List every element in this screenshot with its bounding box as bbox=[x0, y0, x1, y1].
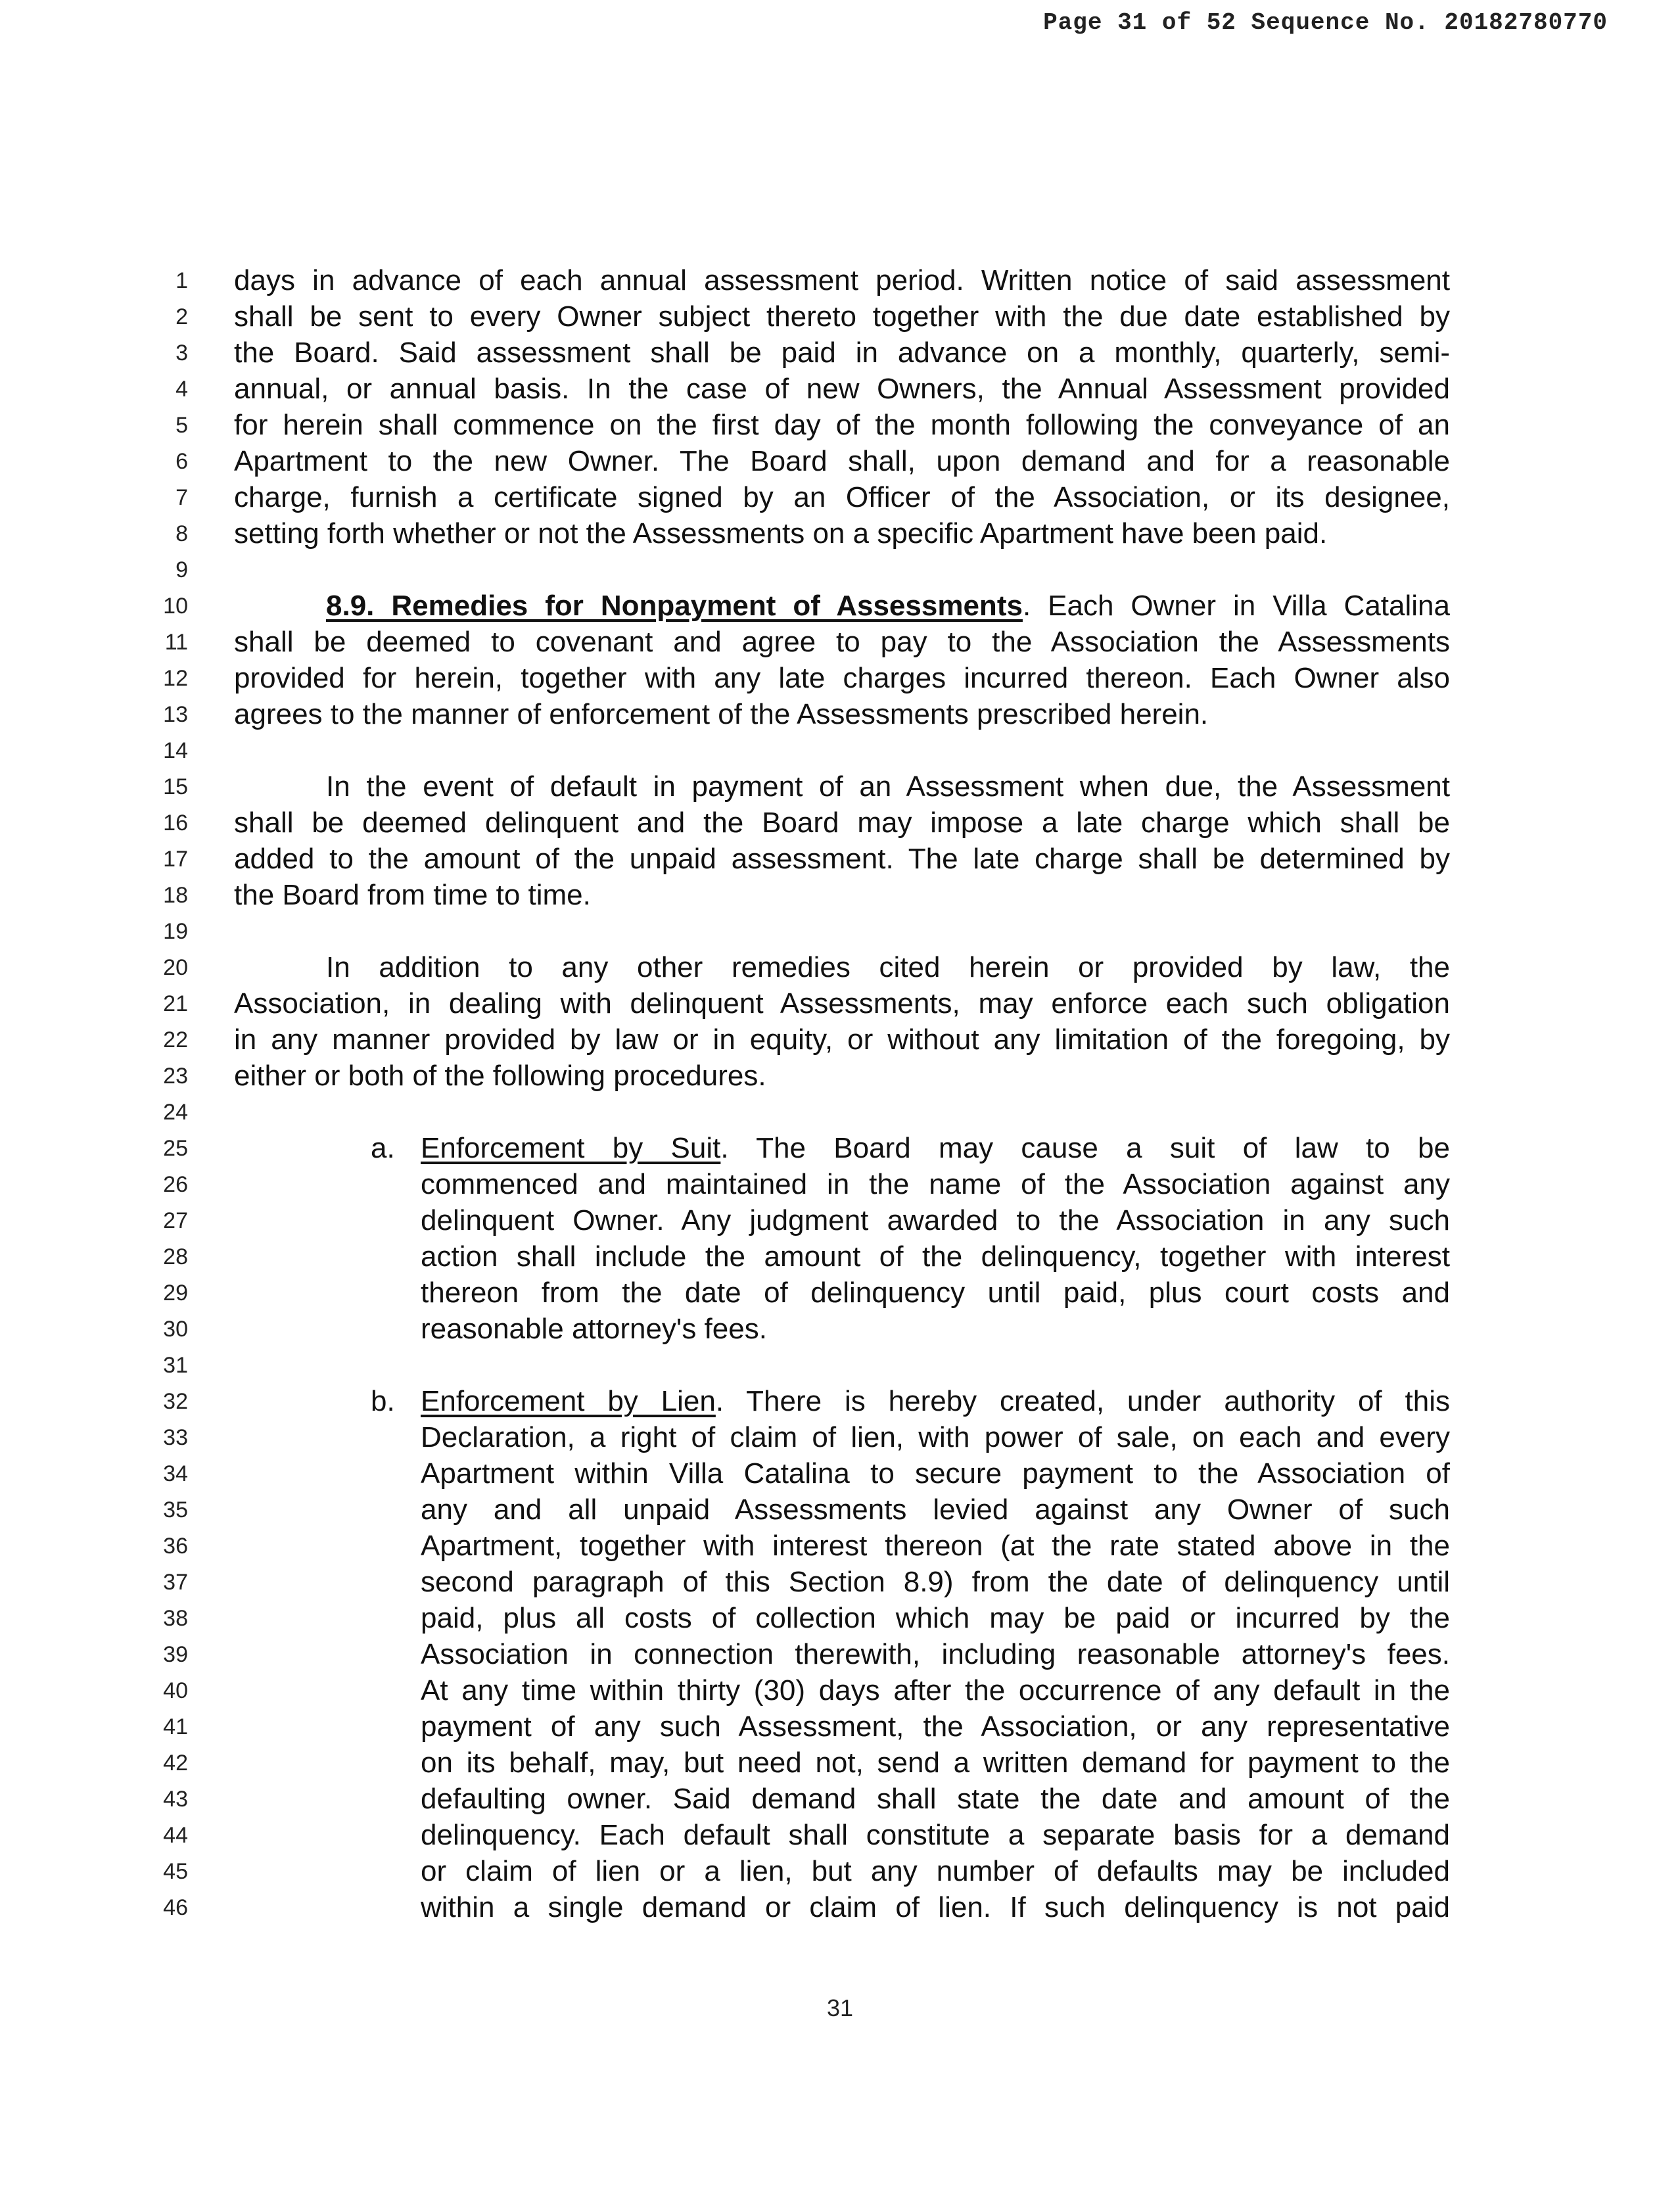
line-number: 33 bbox=[163, 1425, 188, 1450]
line-number: 39 bbox=[163, 1642, 188, 1667]
line-24 bbox=[0, 1094, 1680, 1130]
line-text bbox=[421, 1384, 1450, 1419]
line-number: 42 bbox=[163, 1751, 188, 1776]
line-number: 5 bbox=[175, 413, 188, 438]
subsection-heading-rest: . The Board may cause a suit of law to be bbox=[720, 1132, 1450, 1164]
line-number: 4 bbox=[175, 377, 188, 402]
line-1 bbox=[0, 263, 1680, 298]
line-text: defaulting owner. Said demand shall state the date and amount of the bbox=[421, 1783, 1450, 1815]
line-number: 29 bbox=[163, 1281, 188, 1306]
line-number: 44 bbox=[163, 1823, 188, 1848]
line-text: for herein shall commence on the first day of the month following the conveyance of an bbox=[234, 409, 1450, 441]
line-28 bbox=[0, 1239, 1680, 1275]
line-text: or claim of lien or a lien, but any number of defaults may be included bbox=[421, 1855, 1450, 1887]
line-text: Apartment within Villa Catalina to secure payment to the Association of bbox=[421, 1457, 1450, 1490]
line-text: reasonable attorney's fees. bbox=[421, 1313, 767, 1345]
line-number: 46 bbox=[163, 1895, 188, 1920]
line-35 bbox=[0, 1492, 1680, 1528]
line-text: Association, in dealing with delinquent Assessments, may enforce each such obligation bbox=[234, 987, 1450, 1020]
line-number: 43 bbox=[163, 1787, 188, 1812]
line-number: 36 bbox=[163, 1534, 188, 1559]
list-marker-b: b. bbox=[371, 1385, 395, 1417]
line-text: agrees to the manner of enforcement of the Assessments prescribed herein. bbox=[234, 698, 1209, 730]
line-44 bbox=[0, 1818, 1680, 1853]
line-text: action shall include the amount of the delinquency, together with interest bbox=[421, 1240, 1450, 1273]
line-number: 19 bbox=[163, 919, 188, 944]
line-text: shall be sent to every Owner subject thereto together with the due date established by bbox=[234, 300, 1450, 333]
line-number: 15 bbox=[163, 774, 188, 799]
line-17 bbox=[0, 841, 1680, 877]
line-41 bbox=[0, 1709, 1680, 1745]
line-number: 26 bbox=[163, 1172, 188, 1197]
line-5 bbox=[0, 408, 1680, 443]
line-text: the Board from time to time. bbox=[234, 879, 591, 911]
line-text: added to the amount of the unpaid assessment. The late charge shall be determined by bbox=[234, 843, 1450, 875]
line-text: any and all unpaid Assessments levied against any Owner of such bbox=[421, 1494, 1450, 1526]
line-number: 34 bbox=[163, 1461, 188, 1486]
line-8 bbox=[0, 516, 1680, 552]
line-18 bbox=[0, 878, 1680, 913]
line-number: 25 bbox=[163, 1136, 188, 1161]
line-number: 30 bbox=[163, 1317, 188, 1342]
line-text: Association in connection therewith, including reasonable attorney's fees. bbox=[421, 1638, 1450, 1670]
line-21 bbox=[0, 986, 1680, 1022]
line-37 bbox=[0, 1565, 1680, 1600]
line-number: 22 bbox=[163, 1027, 188, 1052]
line-33 bbox=[0, 1420, 1680, 1455]
line-6 bbox=[0, 444, 1680, 479]
line-number: 45 bbox=[163, 1859, 188, 1884]
line-text: either or both of the following procedures. bbox=[234, 1060, 766, 1092]
line-3 bbox=[0, 335, 1680, 371]
line-10 bbox=[0, 588, 1680, 624]
line-text: setting forth whether or not the Assessments on a specific Apartment have been paid. bbox=[234, 517, 1328, 550]
line-43 bbox=[0, 1781, 1680, 1817]
line-7 bbox=[0, 480, 1680, 515]
section-heading-rest: . Each Owner in Villa Catalina bbox=[1022, 590, 1450, 622]
line-4 bbox=[0, 371, 1680, 407]
line-number: 16 bbox=[163, 811, 188, 836]
line-29 bbox=[0, 1275, 1680, 1311]
line-30 bbox=[0, 1311, 1680, 1347]
list-marker-a: a. bbox=[371, 1132, 395, 1164]
line-number: 1 bbox=[175, 268, 188, 293]
line-number: 9 bbox=[175, 557, 188, 582]
line-45 bbox=[0, 1854, 1680, 1889]
line-11 bbox=[0, 624, 1680, 660]
line-number: 32 bbox=[163, 1389, 188, 1414]
line-22 bbox=[0, 1022, 1680, 1058]
line-text: days in advance of each annual assessment period. Written notice of said assessment bbox=[234, 264, 1450, 296]
line-text: annual, or annual basis. In the case of new Owners, the Annual Assessment provided bbox=[234, 373, 1450, 405]
line-text: shall be deemed to covenant and agree to pay to the Association the Assessments bbox=[234, 626, 1450, 658]
page-number-footer: 31 bbox=[826, 1994, 854, 2021]
line-36 bbox=[0, 1528, 1680, 1564]
line-number: 13 bbox=[163, 702, 188, 727]
line-20 bbox=[0, 950, 1680, 985]
line-40 bbox=[0, 1673, 1680, 1708]
line-text: delinquency. Each default shall constitute a separate basis for a demand bbox=[421, 1819, 1450, 1851]
line-26 bbox=[0, 1167, 1680, 1202]
page-sequence-header: Page 31 of 52 Sequence No. 20182780770 bbox=[1043, 9, 1608, 36]
line-number: 18 bbox=[163, 883, 188, 908]
line-number: 8 bbox=[175, 521, 188, 546]
line-42 bbox=[0, 1745, 1680, 1781]
line-25 bbox=[0, 1131, 1680, 1166]
section-heading: 8.9. Remedies for Nonpayment of Assessments bbox=[326, 590, 1023, 622]
line-number: 14 bbox=[163, 738, 188, 763]
line-number: 27 bbox=[163, 1208, 188, 1233]
line-text: In addition to any other remedies cited herein or provided by law, the bbox=[326, 951, 1450, 983]
line-number: 20 bbox=[163, 955, 188, 980]
line-text: In the event of default in payment of an Assessment when due, the Assessment bbox=[326, 770, 1450, 803]
subsection-heading: Enforcement by Suit bbox=[421, 1132, 721, 1164]
line-text: in any manner provided by law or in equity, or without any limitation of the foregoing, by bbox=[234, 1024, 1450, 1056]
line-15 bbox=[0, 769, 1680, 805]
line-34 bbox=[0, 1456, 1680, 1492]
line-number: 24 bbox=[163, 1100, 188, 1125]
line-number: 40 bbox=[163, 1678, 188, 1703]
line-text: within a single demand or claim of lien. If such delinquency is not paid bbox=[421, 1891, 1450, 1923]
line-text bbox=[421, 1131, 1450, 1166]
line-number: 17 bbox=[163, 847, 188, 872]
line-14 bbox=[0, 733, 1680, 768]
line-19 bbox=[0, 914, 1680, 949]
line-number: 37 bbox=[163, 1570, 188, 1595]
line-32 bbox=[0, 1384, 1680, 1419]
line-number: 6 bbox=[175, 449, 188, 474]
line-23 bbox=[0, 1058, 1680, 1094]
line-text: charge, furnish a certificate signed by an Officer of the Association, or its designee, bbox=[234, 481, 1450, 513]
line-13 bbox=[0, 697, 1680, 732]
line-39 bbox=[0, 1637, 1680, 1672]
line-2 bbox=[0, 299, 1680, 335]
line-31 bbox=[0, 1348, 1680, 1383]
line-text: commenced and maintained in the name of the Association against any bbox=[421, 1168, 1450, 1200]
line-12 bbox=[0, 661, 1680, 696]
line-9 bbox=[0, 552, 1680, 588]
line-16 bbox=[0, 805, 1680, 841]
line-number: 21 bbox=[163, 991, 188, 1016]
line-number: 10 bbox=[163, 594, 188, 619]
line-number: 23 bbox=[163, 1064, 188, 1089]
line-number: 41 bbox=[163, 1714, 188, 1739]
line-number: 28 bbox=[163, 1244, 188, 1269]
line-text bbox=[326, 588, 1450, 624]
line-number: 11 bbox=[164, 630, 188, 655]
subsection-heading-rest: . There is hereby created, under authority of this bbox=[715, 1385, 1450, 1417]
line-text: payment of any such Assessment, the Association, or any representative bbox=[421, 1710, 1450, 1743]
line-text: At any time within thirty (30) days after the occurrence of any default in the bbox=[421, 1674, 1450, 1706]
line-text: Apartment, together with interest thereon (at the rate stated above in the bbox=[421, 1530, 1450, 1562]
line-text: Declaration, a right of claim of lien, with power of sale, on each and every bbox=[421, 1421, 1450, 1453]
line-number: 12 bbox=[163, 666, 188, 691]
line-38 bbox=[0, 1601, 1680, 1636]
line-text: provided for herein, together with any late charges incurred thereon. Each Owner also bbox=[234, 662, 1450, 694]
line-text: Apartment to the new Owner. The Board shall, upon demand and for a reasonable bbox=[234, 445, 1450, 477]
line-text: thereon from the date of delinquency until paid, plus court costs and bbox=[421, 1277, 1450, 1309]
line-text: the Board. Said assessment shall be paid in advance on a monthly, quarterly, semi- bbox=[234, 337, 1450, 369]
line-text: paid, plus all costs of collection which may be paid or incurred by the bbox=[421, 1602, 1450, 1634]
line-text: second paragraph of this Section 8.9) from the date of delinquency until bbox=[421, 1566, 1450, 1598]
line-number: 31 bbox=[163, 1353, 188, 1378]
line-number: 38 bbox=[163, 1606, 188, 1631]
subsection-heading: Enforcement by Lien bbox=[421, 1385, 716, 1417]
line-number: 3 bbox=[175, 341, 188, 365]
line-number: 2 bbox=[175, 304, 188, 329]
line-46 bbox=[0, 1890, 1680, 1925]
line-number: 7 bbox=[175, 485, 188, 510]
line-text: shall be deemed delinquent and the Board may impose a late charge which shall be bbox=[234, 807, 1450, 839]
line-27 bbox=[0, 1203, 1680, 1238]
line-text: delinquent Owner. Any judgment awarded to the Association in any such bbox=[421, 1204, 1450, 1236]
line-text: on its behalf, may, but need not, send a written demand for payment to the bbox=[421, 1747, 1450, 1779]
line-number: 35 bbox=[163, 1497, 188, 1522]
